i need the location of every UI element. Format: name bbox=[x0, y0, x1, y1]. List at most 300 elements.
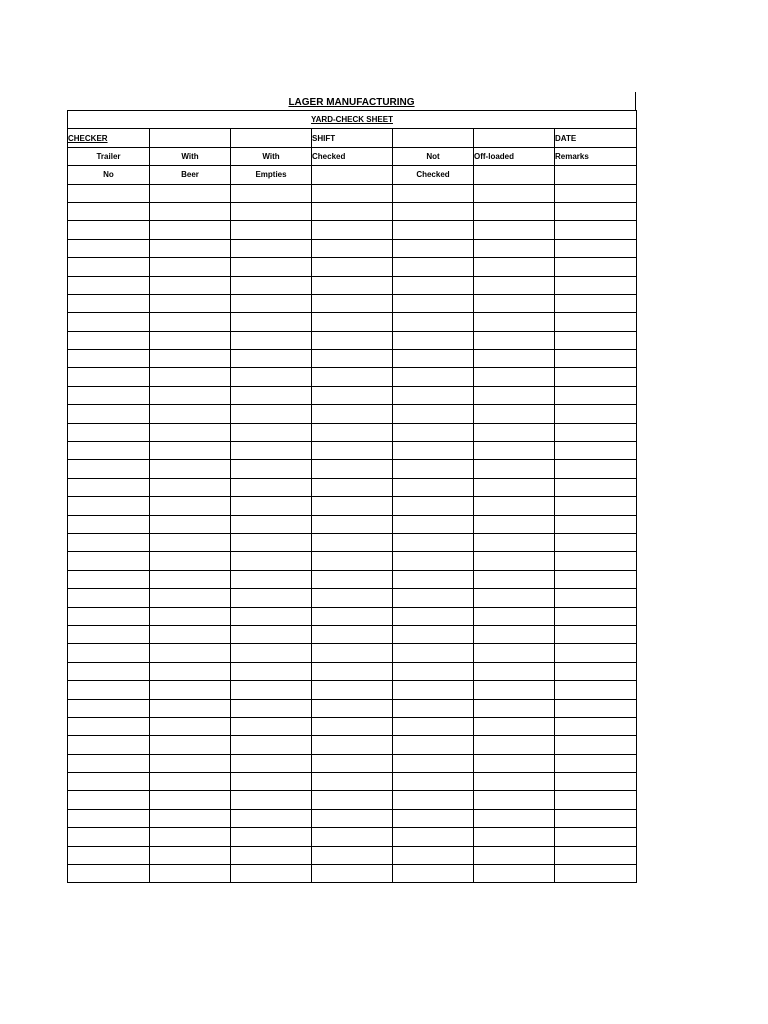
cell-with-beer[interactable] bbox=[150, 828, 231, 846]
cell-with-beer[interactable] bbox=[150, 736, 231, 754]
cell-remarks[interactable] bbox=[555, 662, 637, 680]
cell-offloaded[interactable] bbox=[474, 552, 555, 570]
cell-checked[interactable] bbox=[312, 350, 393, 368]
cell-with-beer[interactable] bbox=[150, 478, 231, 496]
shift-field[interactable] bbox=[393, 129, 474, 147]
cell-trailer-no[interactable] bbox=[68, 662, 150, 680]
cell-with-empties[interactable] bbox=[231, 828, 312, 846]
cell-checked[interactable] bbox=[312, 331, 393, 349]
cell-not-checked[interactable] bbox=[393, 570, 474, 588]
cell-remarks[interactable] bbox=[555, 791, 637, 809]
cell-with-beer[interactable] bbox=[150, 202, 231, 220]
cell-not-checked[interactable] bbox=[393, 478, 474, 496]
cell-with-beer[interactable] bbox=[150, 368, 231, 386]
cell-trailer-no[interactable] bbox=[68, 681, 150, 699]
cell-with-beer[interactable] bbox=[150, 276, 231, 294]
cell-with-empties[interactable] bbox=[231, 460, 312, 478]
cell-with-empties[interactable] bbox=[231, 570, 312, 588]
cell-checked[interactable] bbox=[312, 607, 393, 625]
cell-remarks[interactable] bbox=[555, 809, 637, 827]
column-header-row-1 bbox=[68, 147, 637, 165]
cell-offloaded[interactable] bbox=[474, 865, 555, 883]
cell-with-beer[interactable] bbox=[150, 497, 231, 515]
cell-not-checked[interactable] bbox=[393, 644, 474, 662]
checker-field-extra[interactable] bbox=[231, 129, 312, 147]
cell-checked[interactable] bbox=[312, 497, 393, 515]
cell-checked[interactable] bbox=[312, 294, 393, 312]
table-row bbox=[68, 791, 637, 809]
cell-not-checked[interactable] bbox=[393, 552, 474, 570]
cell-remarks[interactable] bbox=[555, 754, 637, 772]
cell-with-beer[interactable] bbox=[150, 846, 231, 864]
cell-with-beer[interactable] bbox=[150, 405, 231, 423]
cell-checked[interactable] bbox=[312, 625, 393, 643]
cell-trailer-no[interactable] bbox=[68, 809, 150, 827]
cell-with-empties[interactable] bbox=[231, 313, 312, 331]
cell-with-empties[interactable] bbox=[231, 423, 312, 441]
cell-not-checked[interactable] bbox=[393, 442, 474, 460]
cell-with-beer[interactable] bbox=[150, 460, 231, 478]
cell-checked[interactable] bbox=[312, 809, 393, 827]
cell-not-checked[interactable] bbox=[393, 331, 474, 349]
cell-remarks[interactable] bbox=[555, 533, 637, 551]
cell-remarks[interactable] bbox=[555, 644, 637, 662]
cell-offloaded[interactable] bbox=[474, 202, 555, 220]
table-row bbox=[68, 717, 637, 735]
cell-remarks[interactable] bbox=[555, 717, 637, 735]
cell-remarks[interactable] bbox=[555, 589, 637, 607]
cell-offloaded[interactable] bbox=[474, 294, 555, 312]
cell-checked[interactable] bbox=[312, 644, 393, 662]
cell-trailer-no[interactable] bbox=[68, 644, 150, 662]
cell-not-checked[interactable] bbox=[393, 865, 474, 883]
cell-checked[interactable] bbox=[312, 736, 393, 754]
cell-trailer-no[interactable] bbox=[68, 754, 150, 772]
cell-trailer-no[interactable] bbox=[68, 589, 150, 607]
cell-with-empties[interactable] bbox=[231, 442, 312, 460]
table-row bbox=[68, 258, 637, 276]
cell-offloaded[interactable] bbox=[474, 533, 555, 551]
cell-offloaded[interactable] bbox=[474, 846, 555, 864]
col-checked-header-2 bbox=[312, 166, 393, 184]
cell-offloaded[interactable] bbox=[474, 717, 555, 735]
table-row bbox=[68, 570, 637, 588]
cell-offloaded[interactable] bbox=[474, 570, 555, 588]
cell-remarks[interactable] bbox=[555, 350, 637, 368]
cell-trailer-no[interactable] bbox=[68, 773, 150, 791]
cell-checked[interactable] bbox=[312, 681, 393, 699]
cell-with-empties[interactable] bbox=[231, 607, 312, 625]
cell-trailer-no[interactable] bbox=[68, 828, 150, 846]
cell-with-empties[interactable] bbox=[231, 368, 312, 386]
col-not-checked-header: Not bbox=[393, 147, 474, 165]
cell-with-empties[interactable] bbox=[231, 809, 312, 827]
cell-checked[interactable] bbox=[312, 515, 393, 533]
cell-with-empties[interactable] bbox=[231, 276, 312, 294]
cell-trailer-no[interactable] bbox=[68, 442, 150, 460]
cell-trailer-no[interactable] bbox=[68, 202, 150, 220]
cell-remarks[interactable] bbox=[555, 442, 637, 460]
cell-not-checked[interactable] bbox=[393, 607, 474, 625]
cell-checked[interactable] bbox=[312, 865, 393, 883]
cell-with-empties[interactable] bbox=[231, 625, 312, 643]
cell-with-beer[interactable] bbox=[150, 773, 231, 791]
cell-offloaded[interactable] bbox=[474, 423, 555, 441]
cell-not-checked[interactable] bbox=[393, 184, 474, 202]
cell-offloaded[interactable] bbox=[474, 497, 555, 515]
cell-with-beer[interactable] bbox=[150, 533, 231, 551]
cell-trailer-no[interactable] bbox=[68, 625, 150, 643]
cell-with-empties[interactable] bbox=[231, 405, 312, 423]
cell-with-beer[interactable] bbox=[150, 350, 231, 368]
cell-checked[interactable] bbox=[312, 221, 393, 239]
cell-not-checked[interactable] bbox=[393, 350, 474, 368]
cell-offloaded[interactable] bbox=[474, 221, 555, 239]
cell-with-empties[interactable] bbox=[231, 736, 312, 754]
cell-with-beer[interactable] bbox=[150, 442, 231, 460]
cell-offloaded[interactable] bbox=[474, 644, 555, 662]
cell-with-beer[interactable] bbox=[150, 791, 231, 809]
info-row bbox=[68, 129, 637, 147]
cell-with-beer[interactable] bbox=[150, 331, 231, 349]
cell-remarks[interactable] bbox=[555, 478, 637, 496]
cell-trailer-no[interactable] bbox=[68, 791, 150, 809]
cell-remarks[interactable] bbox=[555, 331, 637, 349]
cell-with-empties[interactable] bbox=[231, 515, 312, 533]
cell-offloaded[interactable] bbox=[474, 589, 555, 607]
cell-with-beer[interactable] bbox=[150, 386, 231, 404]
cell-with-empties[interactable] bbox=[231, 865, 312, 883]
cell-trailer-no[interactable] bbox=[68, 313, 150, 331]
table-row bbox=[68, 515, 637, 533]
cell-not-checked[interactable] bbox=[393, 368, 474, 386]
cell-checked[interactable] bbox=[312, 846, 393, 864]
cell-offloaded[interactable] bbox=[474, 258, 555, 276]
cell-offloaded[interactable] bbox=[474, 773, 555, 791]
table-row bbox=[68, 589, 637, 607]
cell-with-beer[interactable] bbox=[150, 239, 231, 257]
cell-not-checked[interactable] bbox=[393, 202, 474, 220]
col-offloaded-header-2 bbox=[474, 166, 555, 184]
cell-checked[interactable] bbox=[312, 184, 393, 202]
cell-offloaded[interactable] bbox=[474, 791, 555, 809]
cell-remarks[interactable] bbox=[555, 423, 637, 441]
cell-not-checked[interactable] bbox=[393, 662, 474, 680]
table-row bbox=[68, 221, 637, 239]
cell-remarks[interactable] bbox=[555, 681, 637, 699]
cell-offloaded[interactable] bbox=[474, 699, 555, 717]
cell-with-empties[interactable] bbox=[231, 184, 312, 202]
cell-not-checked[interactable] bbox=[393, 773, 474, 791]
cell-remarks[interactable] bbox=[555, 828, 637, 846]
cell-offloaded[interactable] bbox=[474, 515, 555, 533]
table-row bbox=[68, 294, 637, 312]
cell-offloaded[interactable] bbox=[474, 625, 555, 643]
column-header-row-2 bbox=[68, 166, 637, 184]
cell-not-checked[interactable] bbox=[393, 828, 474, 846]
cell-checked[interactable] bbox=[312, 773, 393, 791]
cell-checked[interactable] bbox=[312, 662, 393, 680]
cell-trailer-no[interactable] bbox=[68, 607, 150, 625]
cell-checked[interactable] bbox=[312, 699, 393, 717]
cell-remarks[interactable] bbox=[555, 570, 637, 588]
cell-with-empties[interactable] bbox=[231, 662, 312, 680]
cell-with-beer[interactable] bbox=[150, 662, 231, 680]
cell-with-empties[interactable] bbox=[231, 239, 312, 257]
cell-checked[interactable] bbox=[312, 276, 393, 294]
cell-not-checked[interactable] bbox=[393, 460, 474, 478]
cell-with-empties[interactable] bbox=[231, 791, 312, 809]
cell-trailer-no[interactable] bbox=[68, 276, 150, 294]
cell-remarks[interactable] bbox=[555, 552, 637, 570]
cell-offloaded[interactable] bbox=[474, 368, 555, 386]
table-row bbox=[68, 681, 637, 699]
cell-not-checked[interactable] bbox=[393, 846, 474, 864]
cell-not-checked[interactable] bbox=[393, 386, 474, 404]
cell-remarks[interactable] bbox=[555, 699, 637, 717]
col-with-beer-header-2: Beer bbox=[150, 166, 231, 184]
cell-not-checked[interactable] bbox=[393, 313, 474, 331]
cell-with-empties[interactable] bbox=[231, 644, 312, 662]
cell-checked[interactable] bbox=[312, 552, 393, 570]
cell-checked[interactable] bbox=[312, 239, 393, 257]
cell-trailer-no[interactable] bbox=[68, 184, 150, 202]
cell-offloaded[interactable] bbox=[474, 478, 555, 496]
cell-trailer-no[interactable] bbox=[68, 570, 150, 588]
cell-with-empties[interactable] bbox=[231, 202, 312, 220]
cell-remarks[interactable] bbox=[555, 460, 637, 478]
cell-checked[interactable] bbox=[312, 754, 393, 772]
cell-remarks[interactable] bbox=[555, 276, 637, 294]
cell-with-empties[interactable] bbox=[231, 294, 312, 312]
cell-with-beer[interactable] bbox=[150, 294, 231, 312]
cell-checked[interactable] bbox=[312, 533, 393, 551]
cell-with-beer[interactable] bbox=[150, 644, 231, 662]
cell-offloaded[interactable] bbox=[474, 681, 555, 699]
cell-not-checked[interactable] bbox=[393, 405, 474, 423]
cell-remarks[interactable] bbox=[555, 368, 637, 386]
cell-trailer-no[interactable] bbox=[68, 350, 150, 368]
table-row bbox=[68, 497, 637, 515]
cell-remarks[interactable] bbox=[555, 258, 637, 276]
yard-check-table bbox=[67, 110, 637, 883]
cell-with-beer[interactable] bbox=[150, 589, 231, 607]
cell-not-checked[interactable] bbox=[393, 681, 474, 699]
cell-with-empties[interactable] bbox=[231, 386, 312, 404]
cell-with-beer[interactable] bbox=[150, 625, 231, 643]
cell-offloaded[interactable] bbox=[474, 350, 555, 368]
cell-with-beer[interactable] bbox=[150, 184, 231, 202]
col-remarks-header: Remarks bbox=[555, 147, 637, 165]
cell-with-empties[interactable] bbox=[231, 533, 312, 551]
cell-not-checked[interactable] bbox=[393, 754, 474, 772]
cell-with-beer[interactable] bbox=[150, 515, 231, 533]
table-row bbox=[68, 552, 637, 570]
cell-trailer-no[interactable] bbox=[68, 736, 150, 754]
cell-with-empties[interactable] bbox=[231, 552, 312, 570]
cell-with-empties[interactable] bbox=[231, 699, 312, 717]
cell-offloaded[interactable] bbox=[474, 331, 555, 349]
cell-with-beer[interactable] bbox=[150, 607, 231, 625]
cell-checked[interactable] bbox=[312, 442, 393, 460]
cell-not-checked[interactable] bbox=[393, 258, 474, 276]
cell-trailer-no[interactable] bbox=[68, 497, 150, 515]
cell-remarks[interactable] bbox=[555, 736, 637, 754]
cell-offloaded[interactable] bbox=[474, 313, 555, 331]
cell-trailer-no[interactable] bbox=[68, 533, 150, 551]
cell-trailer-no[interactable] bbox=[68, 423, 150, 441]
cell-not-checked[interactable] bbox=[393, 515, 474, 533]
cell-remarks[interactable] bbox=[555, 239, 637, 257]
cell-with-beer[interactable] bbox=[150, 423, 231, 441]
cell-with-empties[interactable] bbox=[231, 478, 312, 496]
cell-trailer-no[interactable] bbox=[68, 368, 150, 386]
cell-offloaded[interactable] bbox=[474, 809, 555, 827]
cell-with-empties[interactable] bbox=[231, 754, 312, 772]
cell-trailer-no[interactable] bbox=[68, 865, 150, 883]
cell-remarks[interactable] bbox=[555, 294, 637, 312]
cell-checked[interactable] bbox=[312, 258, 393, 276]
table-row bbox=[68, 368, 637, 386]
cell-with-beer[interactable] bbox=[150, 717, 231, 735]
cell-remarks[interactable] bbox=[555, 313, 637, 331]
cell-with-beer[interactable] bbox=[150, 313, 231, 331]
cell-offloaded[interactable] bbox=[474, 239, 555, 257]
cell-not-checked[interactable] bbox=[393, 699, 474, 717]
checker-label: CHECKER bbox=[68, 129, 150, 147]
cell-remarks[interactable] bbox=[555, 221, 637, 239]
company-title: LAGER MANUFACTURING bbox=[288, 97, 415, 108]
cell-checked[interactable] bbox=[312, 405, 393, 423]
cell-not-checked[interactable] bbox=[393, 423, 474, 441]
cell-checked[interactable] bbox=[312, 570, 393, 588]
cell-remarks[interactable] bbox=[555, 515, 637, 533]
cell-trailer-no[interactable] bbox=[68, 386, 150, 404]
cell-offloaded[interactable] bbox=[474, 607, 555, 625]
shift-field-extra[interactable] bbox=[474, 129, 555, 147]
cell-with-beer[interactable] bbox=[150, 681, 231, 699]
cell-trailer-no[interactable] bbox=[68, 405, 150, 423]
cell-with-empties[interactable] bbox=[231, 589, 312, 607]
table-row bbox=[68, 331, 637, 349]
cell-offloaded[interactable] bbox=[474, 662, 555, 680]
cell-offloaded[interactable] bbox=[474, 405, 555, 423]
cell-not-checked[interactable] bbox=[393, 497, 474, 515]
cell-remarks[interactable] bbox=[555, 625, 637, 643]
cell-with-empties[interactable] bbox=[231, 773, 312, 791]
cell-with-empties[interactable] bbox=[231, 258, 312, 276]
cell-remarks[interactable] bbox=[555, 607, 637, 625]
cell-with-beer[interactable] bbox=[150, 221, 231, 239]
cell-with-beer[interactable] bbox=[150, 699, 231, 717]
table-row bbox=[68, 662, 637, 680]
cell-checked[interactable] bbox=[312, 478, 393, 496]
cell-trailer-no[interactable] bbox=[68, 294, 150, 312]
col-with-empties-header: With bbox=[231, 147, 312, 165]
cell-checked[interactable] bbox=[312, 386, 393, 404]
cell-checked[interactable] bbox=[312, 313, 393, 331]
cell-trailer-no[interactable] bbox=[68, 478, 150, 496]
cell-remarks[interactable] bbox=[555, 773, 637, 791]
cell-checked[interactable] bbox=[312, 423, 393, 441]
cell-with-empties[interactable] bbox=[231, 681, 312, 699]
cell-remarks[interactable] bbox=[555, 497, 637, 515]
cell-not-checked[interactable] bbox=[393, 533, 474, 551]
cell-with-beer[interactable] bbox=[150, 258, 231, 276]
cell-offloaded[interactable] bbox=[474, 184, 555, 202]
cell-with-empties[interactable] bbox=[231, 717, 312, 735]
cell-not-checked[interactable] bbox=[393, 809, 474, 827]
cell-with-empties[interactable] bbox=[231, 497, 312, 515]
cell-trailer-no[interactable] bbox=[68, 846, 150, 864]
cell-trailer-no[interactable] bbox=[68, 515, 150, 533]
cell-remarks[interactable] bbox=[555, 386, 637, 404]
cell-remarks[interactable] bbox=[555, 846, 637, 864]
cell-not-checked[interactable] bbox=[393, 276, 474, 294]
cell-trailer-no[interactable] bbox=[68, 552, 150, 570]
cell-with-beer[interactable] bbox=[150, 754, 231, 772]
cell-offloaded[interactable] bbox=[474, 460, 555, 478]
cell-checked[interactable] bbox=[312, 368, 393, 386]
cell-not-checked[interactable] bbox=[393, 625, 474, 643]
cell-with-beer[interactable] bbox=[150, 809, 231, 827]
cell-not-checked[interactable] bbox=[393, 736, 474, 754]
cell-trailer-no[interactable] bbox=[68, 239, 150, 257]
col-not-checked-header-2: Checked bbox=[393, 166, 474, 184]
cell-trailer-no[interactable] bbox=[68, 258, 150, 276]
cell-trailer-no[interactable] bbox=[68, 331, 150, 349]
cell-trailer-no[interactable] bbox=[68, 221, 150, 239]
table-row bbox=[68, 276, 637, 294]
cell-checked[interactable] bbox=[312, 717, 393, 735]
cell-with-empties[interactable] bbox=[231, 846, 312, 864]
cell-not-checked[interactable] bbox=[393, 589, 474, 607]
cell-offloaded[interactable] bbox=[474, 828, 555, 846]
cell-not-checked[interactable] bbox=[393, 221, 474, 239]
cell-remarks[interactable] bbox=[555, 202, 637, 220]
table-row bbox=[68, 184, 637, 202]
cell-offloaded[interactable] bbox=[474, 736, 555, 754]
cell-offloaded[interactable] bbox=[474, 386, 555, 404]
cell-checked[interactable] bbox=[312, 460, 393, 478]
cell-trailer-no[interactable] bbox=[68, 699, 150, 717]
table-row bbox=[68, 460, 637, 478]
cell-with-empties[interactable] bbox=[231, 221, 312, 239]
cell-with-beer[interactable] bbox=[150, 865, 231, 883]
cell-with-beer[interactable] bbox=[150, 570, 231, 588]
cell-not-checked[interactable] bbox=[393, 791, 474, 809]
cell-trailer-no[interactable] bbox=[68, 460, 150, 478]
cell-offloaded[interactable] bbox=[474, 276, 555, 294]
cell-checked[interactable] bbox=[312, 791, 393, 809]
cell-trailer-no[interactable] bbox=[68, 717, 150, 735]
cell-checked[interactable] bbox=[312, 202, 393, 220]
cell-checked[interactable] bbox=[312, 589, 393, 607]
cell-with-beer[interactable] bbox=[150, 552, 231, 570]
cell-with-empties[interactable] bbox=[231, 331, 312, 349]
cell-not-checked[interactable] bbox=[393, 717, 474, 735]
checker-field[interactable] bbox=[150, 129, 231, 147]
cell-not-checked[interactable] bbox=[393, 239, 474, 257]
cell-offloaded[interactable] bbox=[474, 442, 555, 460]
cell-remarks[interactable] bbox=[555, 865, 637, 883]
cell-not-checked[interactable] bbox=[393, 294, 474, 312]
cell-remarks[interactable] bbox=[555, 405, 637, 423]
cell-checked[interactable] bbox=[312, 828, 393, 846]
cell-offloaded[interactable] bbox=[474, 754, 555, 772]
cell-with-empties[interactable] bbox=[231, 350, 312, 368]
cell-remarks[interactable] bbox=[555, 184, 637, 202]
